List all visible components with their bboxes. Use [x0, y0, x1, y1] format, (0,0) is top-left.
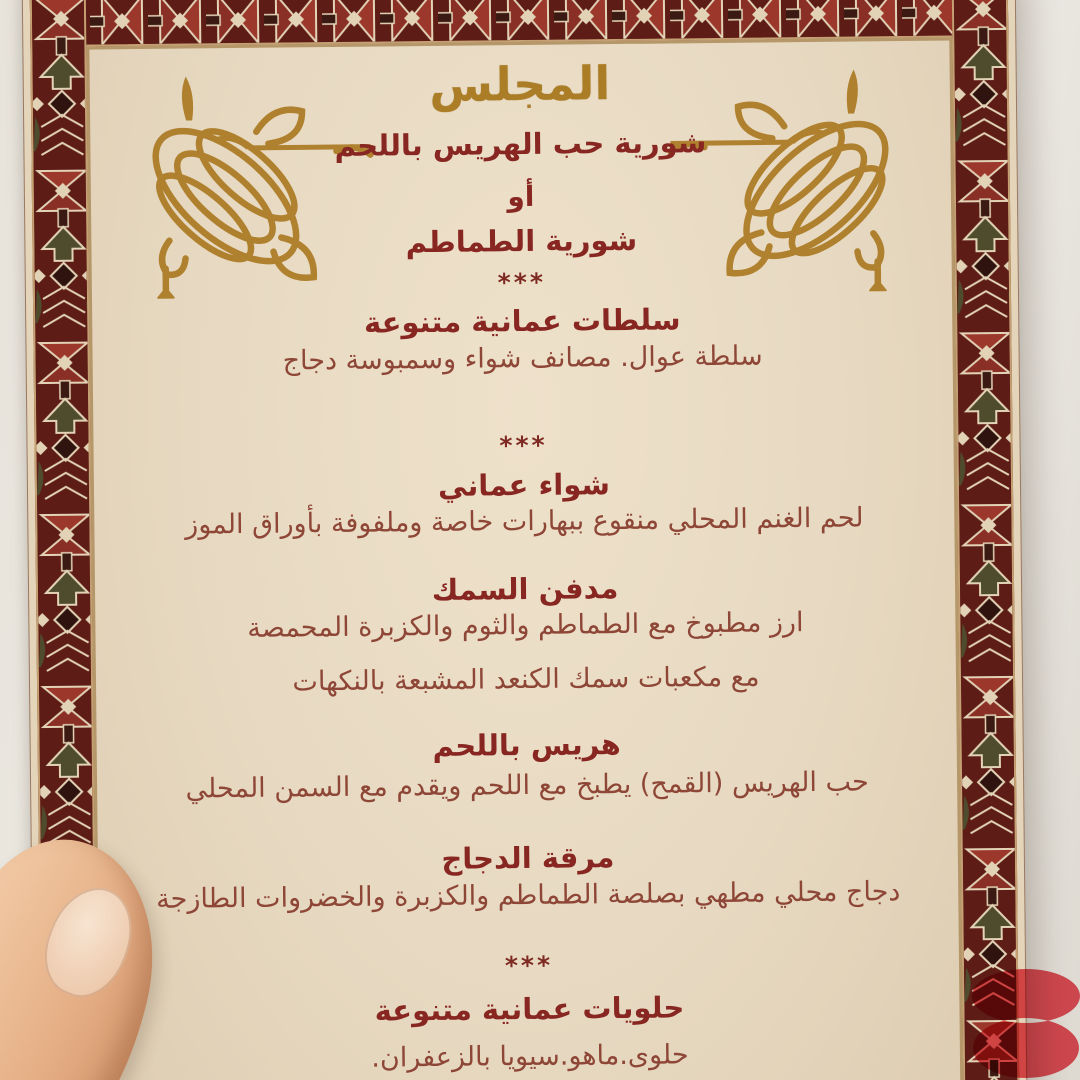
menu-paper	[86, 37, 964, 1080]
or-conjunction: أو	[507, 179, 535, 214]
dish-name: مدفن السمك	[431, 571, 619, 608]
border-pattern-right	[952, 0, 1021, 1080]
section-divider: ***	[504, 951, 554, 981]
dish-name: سلطات عمانية متنوعة	[363, 302, 681, 340]
dish-description: حب الهريس (القمح) يطبخ مع اللحم ويقدم مع السمن المحلي	[185, 766, 869, 805]
dish-name: شورية حب الهريس باللحم	[334, 124, 707, 163]
dish-name: هريس باللحم	[432, 726, 621, 763]
dish-description: حلوى.ماهو.سيويا بالزعفران.	[371, 1038, 689, 1074]
watermark-logo-icon	[946, 958, 1080, 1080]
dish-name: شورية الطماطم	[405, 222, 638, 260]
menu-content	[89, 41, 961, 1080]
section-divider: ***	[499, 430, 548, 461]
dish-name: شواء عماني	[437, 467, 611, 504]
section-divider: ***	[497, 268, 547, 298]
dish-name: مرقة الدجاج	[441, 840, 615, 877]
dish-description: دجاج محلي مطهي بصلصة الطماطم والكزبرة والخضروات الطازجة	[156, 875, 901, 915]
dish-description: مع مكعبات سمك الكنعد المشبعة بالنكهات	[292, 661, 760, 698]
page-title: المجلس	[429, 56, 611, 112]
dish-description: سلطة عوال. مصانف شواء وسمبوسة دجاج	[282, 340, 763, 377]
menu-card	[22, 0, 1029, 1080]
thumbnail	[31, 875, 147, 1009]
dish-description: لحم الغنم المحلي منقوع ببهارات خاصة وملفوفة بأوراق الموز	[185, 502, 864, 541]
dish-name: حلويات عمانية متنوعة	[374, 990, 685, 1028]
dish-description: ارز مطبوخ مع الطماطم والثوم والكزبرة المحمصة	[247, 607, 804, 645]
